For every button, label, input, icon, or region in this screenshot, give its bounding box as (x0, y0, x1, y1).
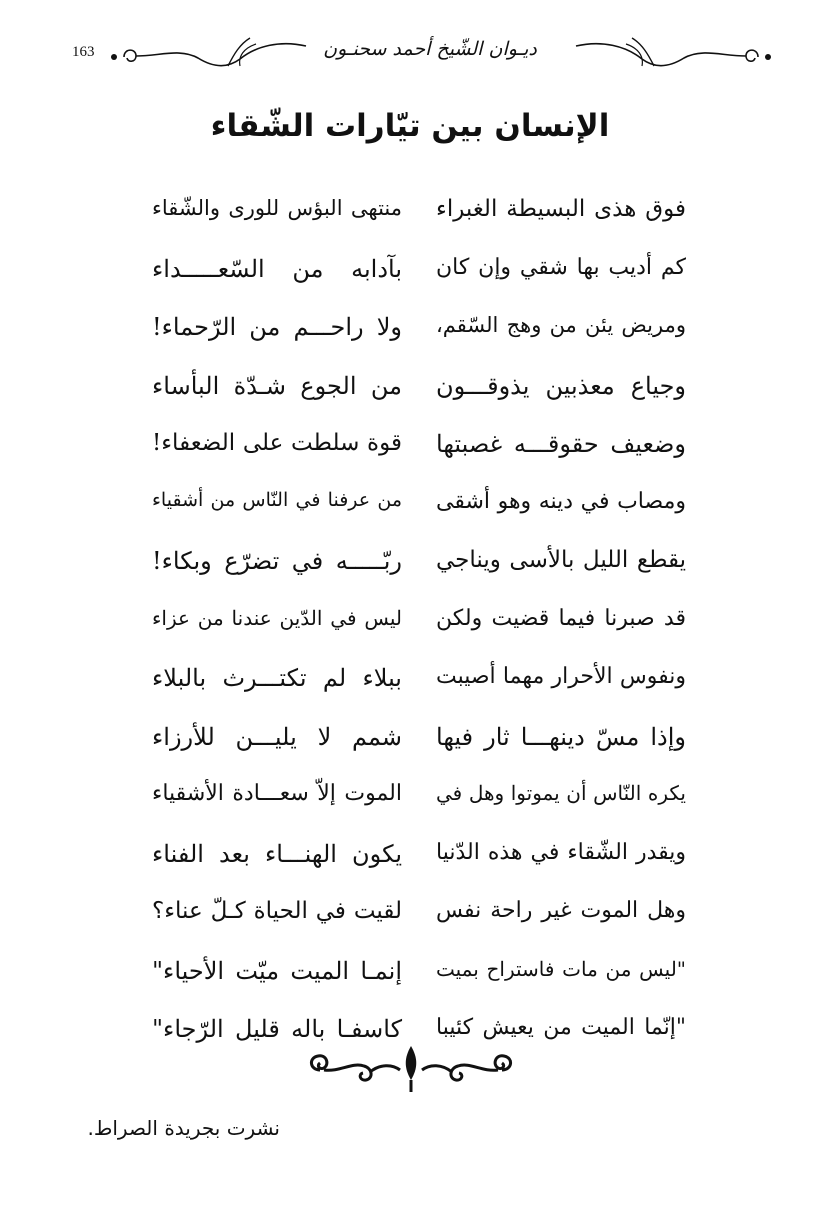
verse-first-hemistich: فوق هذى البسيطة الغبراء (436, 196, 686, 222)
verse-line (0, 196, 822, 255)
verse-line (0, 430, 822, 489)
publication-note: نشرت بجريدة الصراط. (87, 1116, 280, 1140)
verse-first-hemistich: وضعيف حقوقـــه غصبتها (436, 430, 686, 458)
verse-line (0, 547, 822, 606)
verse-first-hemistich: ومصاب في دينه وهو أشقى (436, 488, 686, 514)
verse-second-hemistich: كاسفـا باله قليل الرّجاء" (152, 1015, 402, 1043)
verse-line (0, 255, 822, 314)
verse-second-hemistich: منتهى البؤس للورى والشّقاء (152, 196, 402, 220)
verse-line (0, 489, 822, 548)
verse-second-hemistich: ليس في الدّين عندنا من عزاء (152, 605, 402, 630)
verse-line (0, 957, 822, 1016)
verse-line (0, 781, 822, 840)
flourish-ornament-icon (572, 26, 772, 82)
verse-first-hemistich: وجياع معذبين يذوقـــون (436, 371, 686, 400)
verse-first-hemistich: يكره النّاس أن يموتوا وهل في (436, 781, 686, 805)
running-header (0, 18, 822, 88)
verse-first-hemistich: قد صبرنا فيما قضيت ولكن (436, 605, 686, 631)
verse-line (0, 313, 822, 372)
poem-title: الإنسان بين تيّارات الشّقاء (210, 108, 610, 144)
verse-first-hemistich: ومريض يئن من وهج السّقم، (436, 313, 686, 337)
verse-line (0, 606, 822, 665)
running-title: ديـوان الشّيخ أحمد سحنـون (323, 38, 537, 60)
verse-second-hemistich: قوة سلطت على الضعفاء! (152, 430, 402, 456)
verse-second-hemistich: الموت إلاّ سعـــادة الأشقياء (152, 781, 402, 806)
verse-line (0, 898, 822, 957)
verse-first-hemistich: كم أديب بها شقي وإن كان (436, 254, 686, 280)
verse-second-hemistich: من عرفنا في النّاس من أشقياء (152, 488, 402, 511)
verse-first-hemistich: "إنّما الميت من يعيش كئيبا (436, 1015, 686, 1040)
verse-line (0, 372, 822, 431)
verse-second-hemistich: ببلاء لم تكتـــرث بالبلاء (152, 664, 402, 692)
verse-second-hemistich: لقيت في الحياة كـلّ عناء؟ (152, 898, 402, 924)
verse-second-hemistich: من الجوع شـدّة البأساء (152, 371, 402, 400)
verse-second-hemistich: يكون الهنـــاء بعد الفناء (152, 839, 402, 868)
verse-second-hemistich: بآدابه من السّعـــــداء (152, 254, 402, 283)
verse-line (0, 840, 822, 899)
verse-first-hemistich: وإذا مسّ دينهـــا ثار فيها (436, 722, 686, 751)
verse-second-hemistich: ربّـــــه في تضرّع وبكاء! (152, 547, 402, 575)
verse-first-hemistich: ويقدر الشّقاء في هذه الدّنيا (436, 839, 686, 865)
verse-first-hemistich: "ليس من مات فاستراح بميت (436, 956, 686, 981)
verse-second-hemistich: ولا راحـــم من الرّحماء! (152, 313, 402, 341)
verse-second-hemistich: شمم لا يليـــن للأرزاء (152, 722, 402, 751)
verse-second-hemistich: إنمـا الميت ميّت الأحياء" (152, 956, 402, 985)
verse-line (0, 664, 822, 723)
verse-first-hemistich: يقطع الليل بالأسى ويناجي (436, 547, 686, 573)
verse-line (0, 723, 822, 782)
page-number: 163 (72, 44, 95, 60)
poem-body (0, 196, 822, 1074)
fleuron-ornament-icon (300, 1040, 522, 1100)
verse-first-hemistich: ونفوس الأحرار مهما أصيبت (436, 664, 686, 689)
flourish-ornament-icon (110, 26, 310, 82)
verse-first-hemistich: وهل الموت غير راحة نفس (436, 898, 686, 923)
